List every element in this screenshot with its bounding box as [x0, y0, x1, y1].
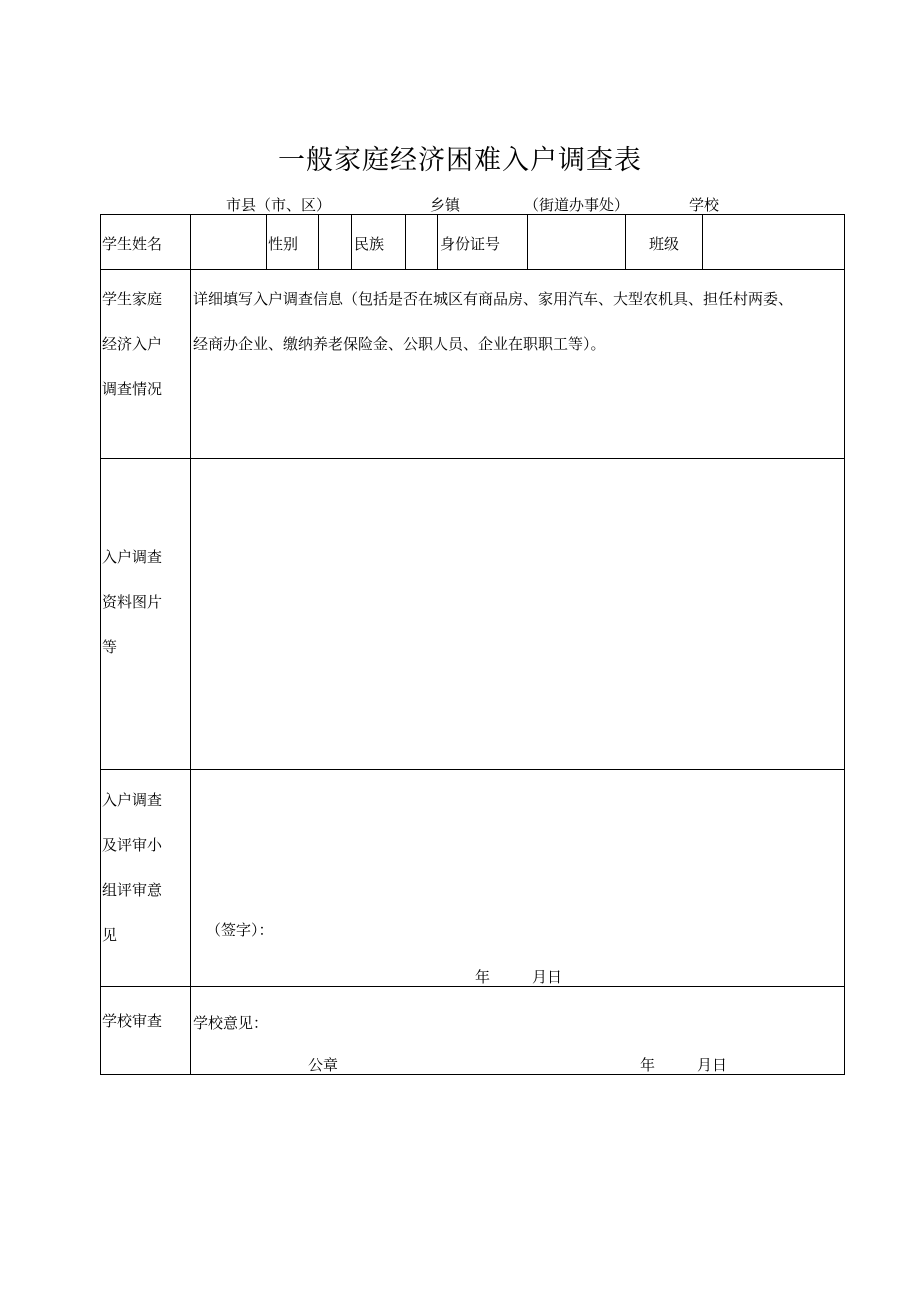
review-monthday-label: 月日 — [532, 968, 563, 986]
label-line: 等 — [102, 638, 118, 656]
id-number-label: 身份证号 — [440, 235, 501, 253]
town-label: 乡镇 — [430, 196, 461, 214]
cell-divider — [437, 214, 438, 270]
city-label: 市县（市、区） — [226, 196, 332, 214]
label-line: 入户调查 — [102, 791, 163, 809]
cell-divider — [266, 214, 267, 270]
gender-field[interactable] — [319, 215, 351, 269]
school-year-label: 年 — [640, 1056, 656, 1074]
household-survey-instructions — [193, 289, 793, 379]
form-title: 一般家庭经济困难入户调查表 — [278, 145, 642, 176]
label-line: 学生家庭 — [102, 290, 163, 308]
class-field[interactable] — [703, 215, 844, 269]
label-line: 经济入户 — [102, 335, 163, 353]
school-opinion-label: 学校意见： — [193, 1014, 269, 1032]
instruction-line: 经商办企业、缴纳养老保险金、公职人员、企业在职职工等）。 — [193, 335, 606, 353]
survey-photos-label — [102, 547, 162, 682]
cell-divider — [625, 214, 626, 270]
household-survey-field[interactable] — [191, 380, 844, 458]
signature-label: （签字）： — [206, 921, 274, 939]
school-monthday-label: 月日 — [697, 1056, 728, 1074]
review-year-label: 年 — [475, 968, 491, 986]
school-review-label: 学校审查 — [102, 1012, 163, 1030]
label-line: 调查情况 — [102, 380, 163, 398]
school-label: 学校 — [689, 196, 720, 214]
label-line: 及评审小 — [102, 836, 163, 854]
table-border-right — [844, 214, 845, 1075]
table-border-left — [100, 214, 101, 1075]
instruction-line: 详细填写入户调查信息（包括是否在城区有商品房、家用汽车、大型农机具、担任村两委、 — [193, 290, 794, 308]
review-opinion-field[interactable] — [191, 770, 844, 910]
label-line: 组评审意 — [102, 881, 163, 899]
gender-label: 性别 — [268, 235, 299, 253]
student-name-field[interactable] — [191, 215, 266, 269]
official-seal-label: 公章 — [308, 1056, 339, 1074]
row-divider — [100, 269, 845, 270]
label-line: 入户调查 — [102, 548, 163, 566]
cell-divider — [351, 214, 352, 270]
street-label: （街道办事处） — [524, 196, 630, 214]
class-label: 班级 — [649, 235, 680, 253]
table-border-bottom — [100, 1074, 845, 1075]
review-panel-label — [102, 790, 162, 970]
survey-photos-field[interactable] — [191, 459, 844, 769]
label-line: 见 — [102, 926, 118, 944]
ethnicity-label: 民族 — [354, 235, 385, 253]
school-opinion-field[interactable] — [270, 987, 844, 1047]
id-number-field[interactable] — [528, 215, 625, 269]
student-name-label: 学生姓名 — [102, 235, 163, 253]
ethnicity-field[interactable] — [406, 215, 437, 269]
label-line: 资料图片 — [102, 593, 163, 611]
household-survey-label — [102, 289, 162, 424]
